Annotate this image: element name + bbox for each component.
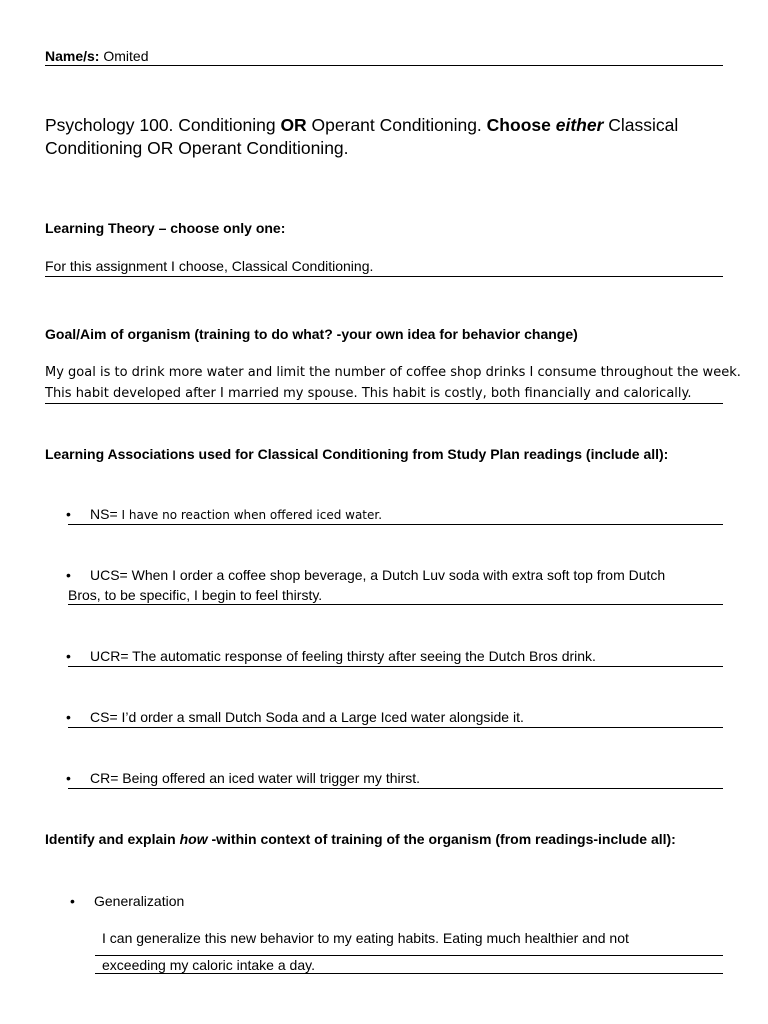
title-part: OR (280, 115, 307, 135)
bullet-icon: • (66, 770, 71, 786)
answer-underline (45, 276, 723, 277)
cr-underline (68, 788, 723, 789)
identify-heading-part: -within context of training of the organism (from readings-include all): (207, 831, 676, 847)
name-value: Omited (103, 48, 149, 64)
name-field (45, 48, 148, 65)
identify-heading (45, 831, 676, 848)
learning-theory-heading: Learning Theory – choose only one: (45, 220, 286, 236)
page-title (45, 114, 725, 160)
name-underline (45, 65, 723, 66)
name-label: Name/s: (45, 48, 100, 64)
generalization-label: Generalization (94, 893, 185, 909)
generalization-line-1: I can generalize this new behavior to my eating habits. Eating much healthier and not (102, 930, 629, 946)
ns-item (90, 506, 382, 524)
title-part: Classical Conditioning OR Operant Conditioning. (45, 115, 679, 158)
goal-heading: Goal/Aim of organism (training to do what? -your own idea for behavior change) (45, 326, 578, 342)
ns-underline (68, 524, 723, 525)
bullet-icon: • (66, 567, 71, 583)
cs-underline (68, 727, 723, 728)
title-part: Operant Conditioning. (306, 115, 487, 135)
ns-label: NS= (90, 506, 122, 522)
title-part: Psychology 100. Conditioning (45, 115, 281, 135)
cr-item: CR= Being offered an iced water will trigger my thirst. (90, 770, 421, 786)
generalization-underline (95, 973, 723, 974)
ucs-line-1: UCS= When I order a coffee shop beverage, a Dutch Luv soda with extra soft top from Dutch (90, 567, 666, 583)
ns-text: I have no reaction when offered iced water. (121, 508, 383, 522)
goal-line: This habit developed after I married my spouse. This habit is costly, both financially and calorically. (45, 386, 692, 401)
associations-heading: Learning Associations used for Classical Conditioning from Study Plan readings (include all): (45, 446, 669, 462)
identify-heading-part: Identify and explain (45, 831, 180, 847)
ucs-line-2: Bros, to be specific, I begin to feel thirsty. (68, 587, 323, 603)
goal-underline (45, 403, 723, 404)
bullet-icon: • (70, 893, 75, 909)
title-part: either (555, 115, 604, 135)
bullet-icon: • (66, 506, 71, 522)
cs-item: CS= I’d order a small Dutch Soda and a Large Iced water alongside it. (90, 709, 524, 725)
goal-line: My goal is to drink more water and limit the number of coffee shop drinks I consume throughout the week. (45, 365, 741, 380)
generalization-underline (95, 955, 723, 956)
learning-theory-answer: For this assignment I choose, Classical Conditioning. (45, 258, 374, 274)
goal-text (45, 362, 741, 404)
generalization-line-2: exceeding my caloric intake a day. (102, 957, 315, 973)
bullet-icon: • (66, 709, 71, 725)
ucr-item: UCR= The automatic response of feeling thirsty after seeing the Dutch Bros drink. (90, 648, 596, 664)
title-part: Choose (486, 115, 556, 135)
identify-heading-part: how (179, 831, 208, 847)
ucs-underline (68, 604, 723, 605)
ucr-underline (68, 666, 723, 667)
bullet-icon: • (66, 648, 71, 664)
